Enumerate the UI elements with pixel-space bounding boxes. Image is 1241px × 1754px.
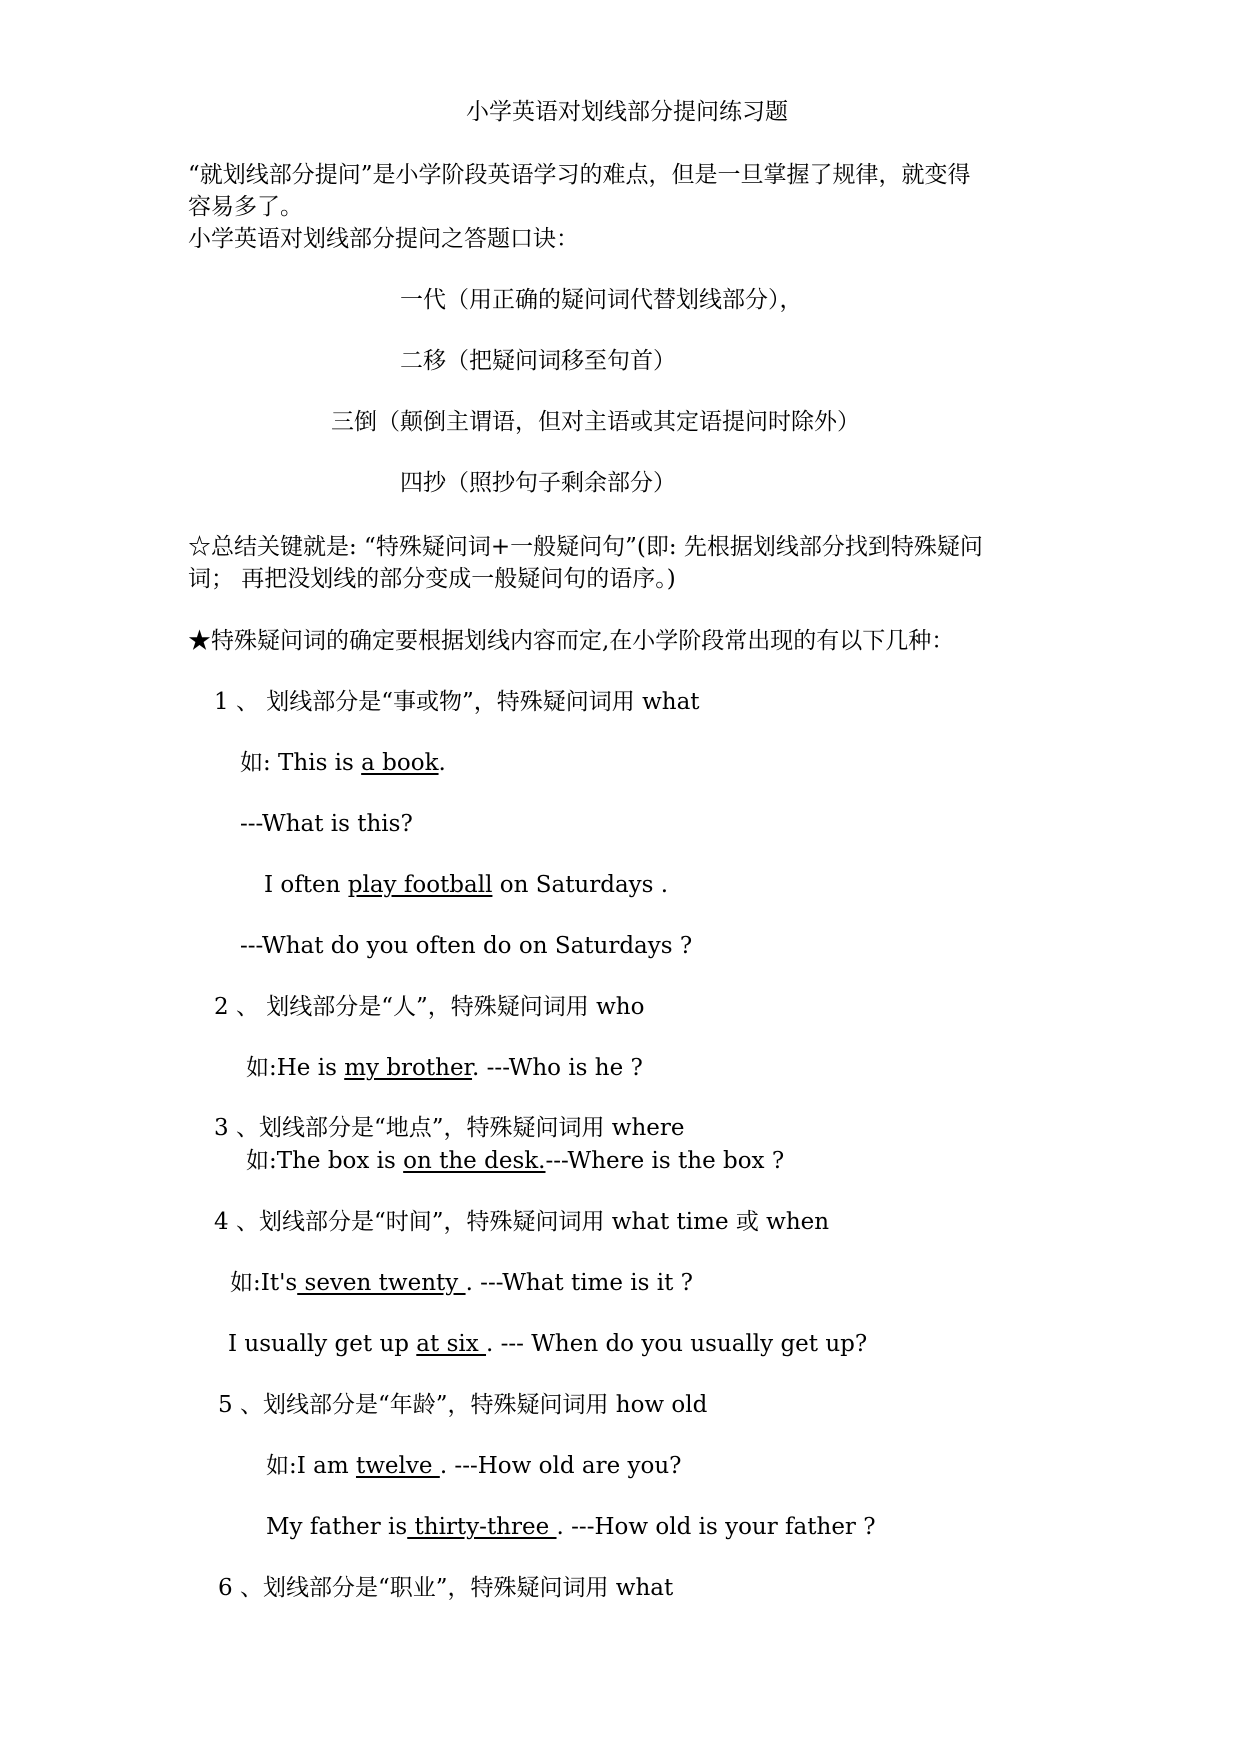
section-1-example-2 <box>264 871 668 901</box>
section-3-heading: 3 、划线部分是“地点”，特殊疑问词用 where <box>214 1115 685 1141</box>
example-text: I usually get up <box>228 1331 417 1357</box>
section-5-example-1 <box>266 1452 682 1482</box>
section-4-example-2 <box>228 1330 867 1360</box>
intro-line-3: 小学英语对划线部分提问之答题口诀： <box>188 226 579 252</box>
section-4-heading: 4 、划线部分是“时间”，特殊疑问词用 what time 或 when <box>214 1209 830 1235</box>
summary-line-2: 词； 再把没划线的部分变成一般疑问句的语序。) <box>188 566 676 592</box>
example-text: ---Where is the box ? <box>545 1148 785 1174</box>
example-text: 如:I am <box>266 1453 356 1479</box>
underlined-part: thirty-three <box>407 1514 557 1540</box>
underlined-part: at six <box>416 1331 487 1357</box>
section-2-heading: 2 、 划线部分是“人”，特殊疑问词用 who <box>214 994 645 1020</box>
example-text: I often <box>264 872 348 898</box>
section-5-heading: 5 、划线部分是“年龄”，特殊疑问词用 how old <box>218 1392 708 1418</box>
underlined-part: my brother <box>344 1055 473 1081</box>
example-text: My father is <box>266 1514 408 1540</box>
example-text: 如:The box is <box>246 1148 404 1174</box>
example-text: . ---How old is your father ? <box>556 1514 876 1540</box>
section-4-example-1 <box>230 1269 693 1299</box>
rule-3: 三倒（颠倒主谓语，但对主语或其定语提问时除外） <box>331 409 860 435</box>
example-text: 如: This is <box>240 750 362 776</box>
example-text: . <box>438 750 446 776</box>
section-1-answer-2: ---What do you often do on Saturdays ? <box>240 933 693 959</box>
example-text: . ---What time is it ? <box>465 1270 694 1296</box>
special-words-intro: ★特殊疑问词的确定要根据划线内容而定,在小学阶段常出现的有以下几种： <box>188 628 955 654</box>
underlined-part: a book <box>361 750 439 776</box>
example-text: . --- When do you usually get up? <box>486 1331 868 1357</box>
page-title: 小学英语对划线部分提问练习题 <box>466 99 788 125</box>
rule-1: 一代（用正确的疑问词代替划线部分）， <box>400 287 803 313</box>
example-text: 如:He is <box>246 1055 345 1081</box>
example-text: on Saturdays . <box>492 872 669 898</box>
underlined-part: seven twenty <box>297 1270 466 1296</box>
example-text: . ---Who is he ? <box>472 1055 643 1081</box>
section-3-example <box>246 1147 784 1177</box>
underlined-part: twelve <box>355 1453 440 1479</box>
rule-2: 二移（把疑问词移至句首） <box>400 348 676 374</box>
section-1-example-1 <box>240 749 446 779</box>
underlined-part: play football <box>347 872 493 898</box>
underlined-part: on the desk. <box>403 1148 546 1174</box>
section-1-heading: 1 、 划线部分是“事或物”，特殊疑问词用 what <box>214 689 700 715</box>
example-text: 如:It's <box>230 1270 298 1296</box>
section-5-example-2 <box>266 1513 876 1543</box>
intro-line-1: “就划线部分提问”是小学阶段英语学习的难点，但是一旦掌握了规律，就变得 <box>188 162 971 188</box>
intro-line-2: 容易多了。 <box>188 194 303 220</box>
section-6-heading: 6 、划线部分是“职业”，特殊疑问词用 what <box>218 1575 674 1601</box>
summary-line-1: ☆总结关键就是: “特殊疑问词+一般疑问句”(即: 先根据划线部分找到特殊疑问 <box>188 534 983 560</box>
rule-4: 四抄（照抄句子剩余部分） <box>400 470 676 496</box>
section-2-example <box>246 1054 643 1084</box>
section-1-answer-1: ---What is this? <box>240 811 413 837</box>
example-text: . ---How old are you? <box>439 1453 682 1479</box>
